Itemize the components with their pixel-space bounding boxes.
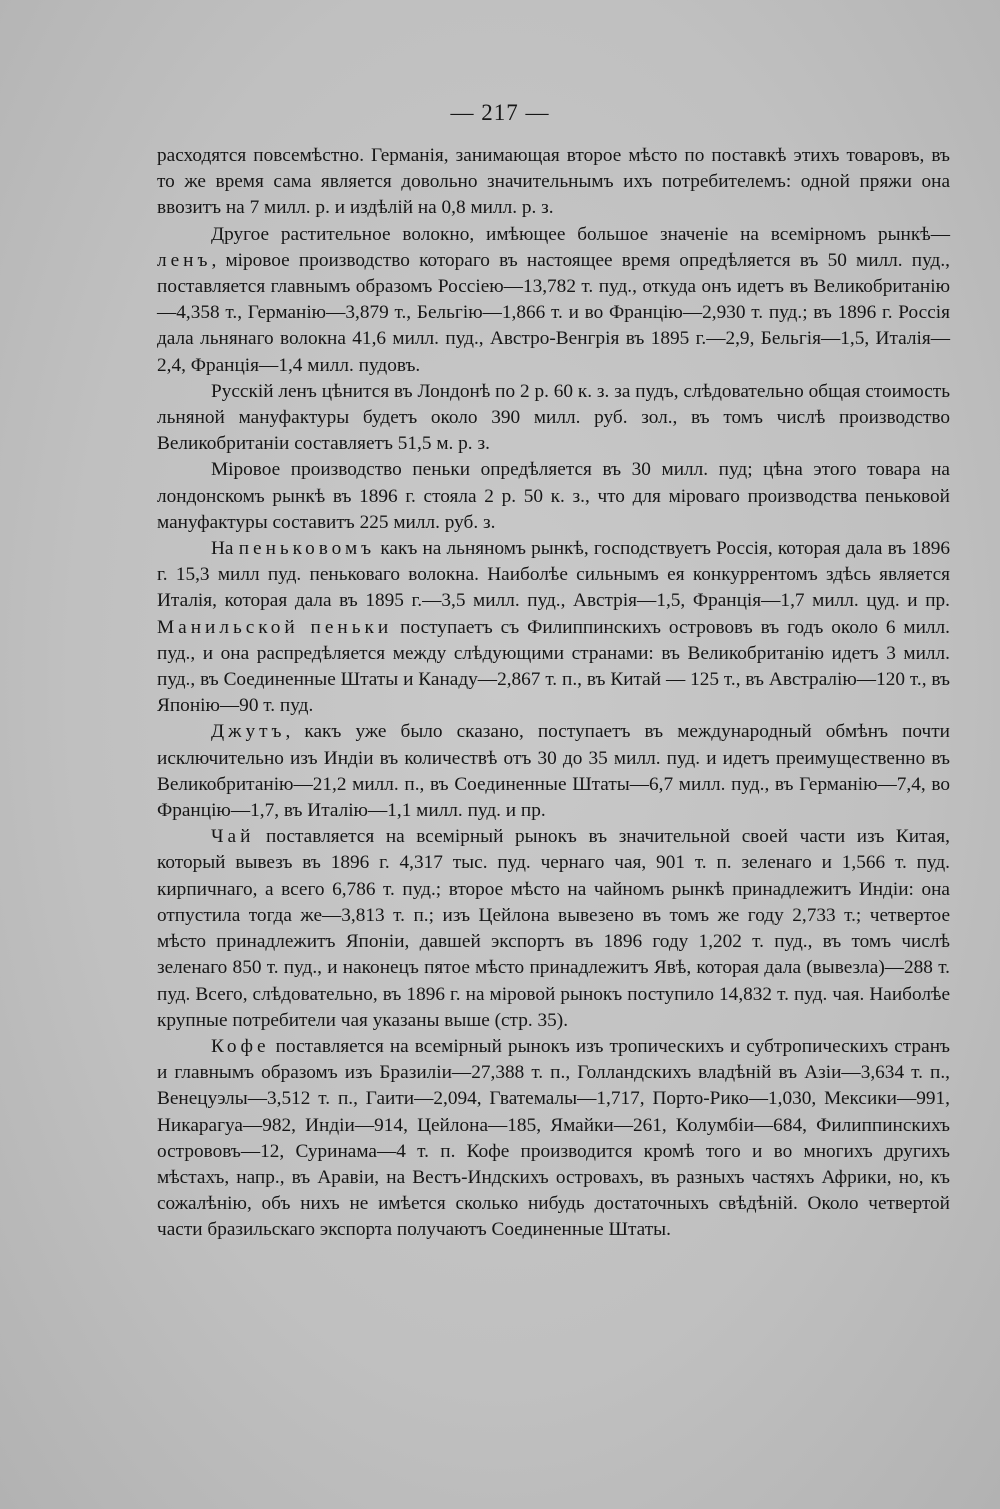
paragraph <box>157 1034 950 1244</box>
paragraph-text: Другое растительное волокно, имѣющее большое значеніе на всемірномъ рынкѣ— <box>211 223 950 245</box>
paragraph-text: , міровое производство котораго въ настоящее время опредѣляется въ 50 милл. пуд., поставляется главнымъ образомъ Россіею—13,782 т. пуд., откуда онъ идетъ въ Великобританію—4,358 т., Германію—3,879 т., Бельгію—1,866 т. и во Францію—2,930 т. пуд.; въ 1896 г. Россія дала льнянаго волокна 41,6 милл. пуд., Австро-Венгрія въ 1895 г.—2,9, Бельгія—1,5, Италія—2,4, Франція—1,4 милл. пудовъ. <box>157 249 950 376</box>
spaced-term: пеньковомъ <box>238 538 376 560</box>
paragraph <box>157 719 950 824</box>
paragraph-text: , какъ уже было сказано, поступаетъ въ международный обмѣнъ почти исключительно изъ Индіи въ количествѣ отъ 30 до 35 милл. пуд. и идетъ преимущественно въ Великобританію—21,2 милл. п., въ Соединенные Штаты—6,7 милл. пуд., въ Германію—7,4, во Францію—1,7, въ Италію—1,1 милл. пуд. и пр. <box>157 721 950 822</box>
paragraph <box>157 222 950 379</box>
spaced-term: Кофе <box>211 1035 270 1057</box>
paragraph <box>157 536 950 719</box>
paragraph <box>157 143 950 222</box>
spaced-term: Джутъ <box>211 721 286 743</box>
paragraph <box>157 824 950 1034</box>
paragraph-text: На <box>211 538 239 560</box>
paragraph-text: расходятся повсемѣстно. Германія, занимающая второе мѣсто по поставкѣ этихъ товаровъ, въ то же время сама является довольно значительнымъ ихъ потребителемъ: одной пряжи она ввозитъ на 7 милл. р. и издѣлій на 0,8 милл. р. з. <box>157 145 950 219</box>
paragraph <box>157 457 950 536</box>
paragraph-text: Русскій ленъ цѣнится въ Лондонѣ по 2 р. 60 к. з. за пудъ, слѣдовательно общая стоимость льняной мануфактуры будетъ около 390 милл. руб. зол., въ томъ числѣ производство Великобританіи составляетъ 51,5 м. р. з. <box>157 380 950 455</box>
body-text <box>157 143 950 1244</box>
spaced-term: ленъ <box>157 249 212 271</box>
paragraph-text: поступаетъ съ Филиппинскихъ острововъ въ годъ около 6 милл. пуд., и она распредѣляется между слѣдующими странами: въ Великобританію идетъ 3 милл. пуд., въ Соединенные Штаты и Канаду—2,867 т. п., въ Китай — 125 т., въ Австралію—120 т., въ Японію—90 т. пуд. <box>157 616 950 717</box>
page-number: — 217 — <box>450 100 550 125</box>
spaced-term: Манильской пеньки <box>157 616 393 638</box>
paragraph-text: поставляется на всемірный рынокъ изъ тропическихъ и субтропическихъ странъ и главнымъ образомъ изъ Бразиліи—27,388 т. п., Голландскихъ владѣній въ Азіи—3,634 т. п., Венецуэлы—3,512 т. п., Гаити—2,094, Гватемалы—1,717, Порто-Рико—1,030, Мексики—991, Никарагуа—982, Индіи—914, Цейлона—185, Ямайки—261, Колумбіи—684, Филиппинскихъ острововъ—12, Суринама—4 т. п. Кофе производится кромѣ того и во многихъ другихъ мѣстахъ, напр., въ Аравіи, на Вестъ-Индскихъ островахъ, въ разныхъ частяхъ Африки, но, къ сожалѣнію, объ нихъ не имѣется сколько нибудь достаточныхъ свѣдѣній. Около четвертой части бразильскаго экспорта получаютъ Соединенные Штаты. <box>157 1035 950 1241</box>
paragraph-text: поставляется на всемірный рынокъ въ значительной своей части изъ Китая, который вывезъ въ 1896 г. 4,317 тыс. пуд. чернаго чая, 901 т. п. зеленаго и 1,566 т. пуд. кирпичнаго, а всего 6,786 т. пуд.; второе мѣсто на чайномъ рынкѣ принадлежитъ Индіи: она отпустила тогда же—3,813 т. п.; изъ Цейлона вывезено въ томъ же году 2,733 т.; четвертое мѣсто принадлежитъ Японіи, давшей экспортъ въ 1896 году 1,202 т. пуд., въ томъ числѣ зеленаго 850 т. пуд., и наконецъ пятое мѣсто принадлежитъ Явѣ, которая дала (вывезла)—288 т. пуд. Всего, слѣдовательно, въ 1896 г. на міровой рынокъ поступило 14,832 т. пуд. чая. Наиболѣе крупные потребители чая указаны выше (стр. 35). <box>157 826 950 1031</box>
paragraph-text: Міровое производство пеньки опредѣляется въ 30 милл. пуд; цѣна этого товара на лондонскомъ рынкѣ въ 1896 г. стояла 2 р. 50 к. з., что для міроваго производства пеньковой мануфактуры составитъ 225 милл. руб. з. <box>157 459 950 533</box>
paragraph-text: какъ на льняномъ рынкѣ, господствуетъ Россія, которая дала въ 1896 г. 15,3 милл пуд. пеньковаго волокна. Наиболѣе сильнымъ ея конкуррентомъ здѣсь является Италія, которая дала въ 1895 г.—3,5 милл. пуд., Австрія—1,5, Франція—1,7 милл. цуд. и пр. <box>157 538 950 612</box>
paragraph <box>157 379 950 458</box>
spaced-term: Чай <box>211 826 255 848</box>
